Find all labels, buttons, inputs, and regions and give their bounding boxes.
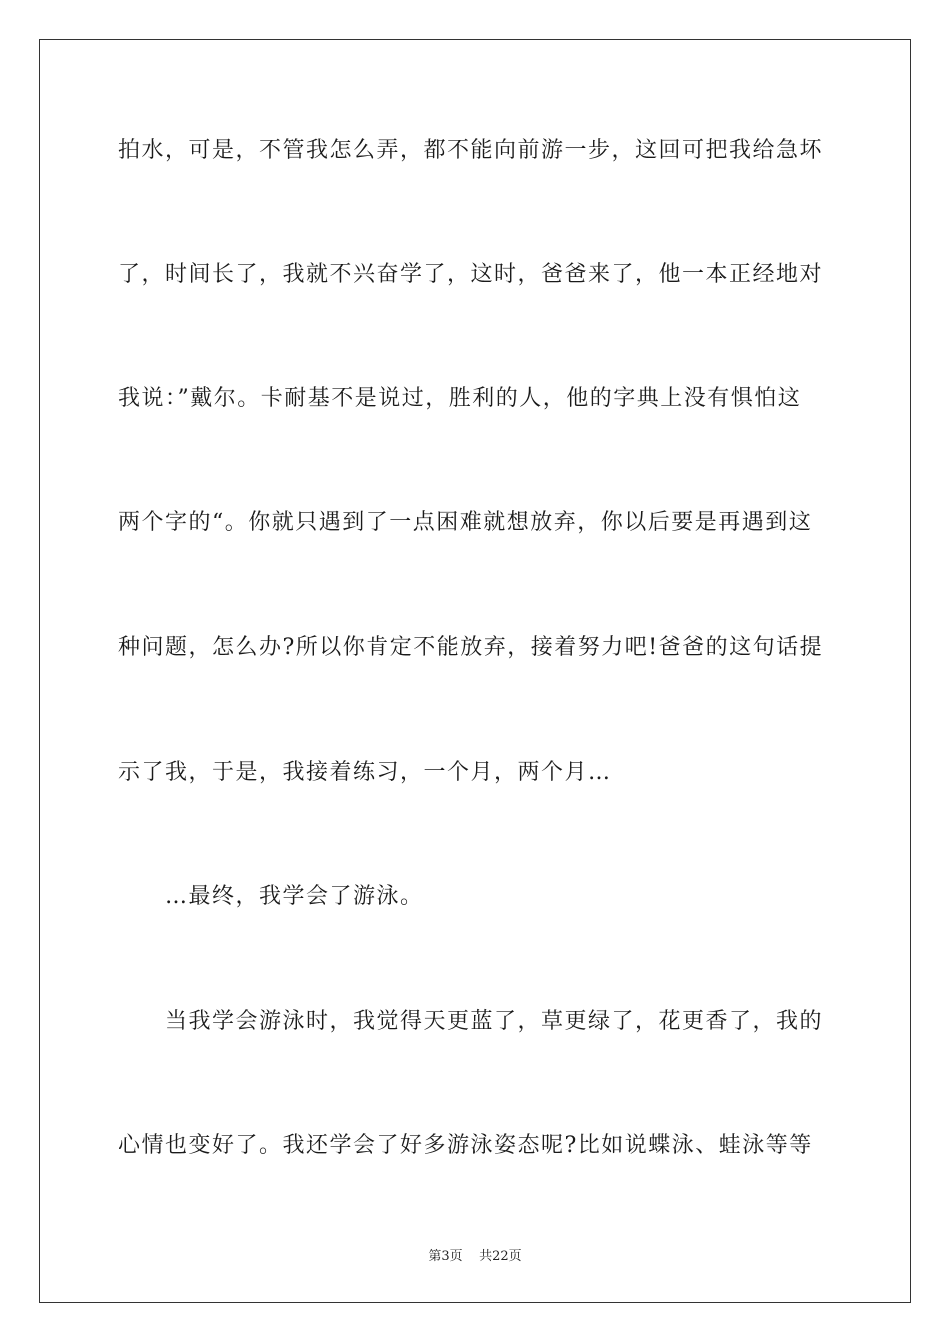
text-line: 了，时间长了，我就不兴奋学了，这时，爸爸来了，他一本正经地对 bbox=[118, 262, 824, 287]
page-total: 共22页 bbox=[479, 1249, 522, 1264]
text-line: 示了我，于是，我接着练习，一个月，两个月… bbox=[118, 760, 612, 785]
text-line: 心情也变好了。我还学会了好多游泳姿态呢?比如说蝶泳、蛙泳等等 bbox=[118, 1133, 813, 1158]
text-line: 种问题，怎么办?所以你肯定不能放弃，接着努力吧!爸爸的这句话提 bbox=[118, 635, 824, 660]
text-line: 当我学会游泳时，我觉得天更蓝了，草更绿了，花更香了，我的 bbox=[118, 1009, 824, 1034]
page-border bbox=[39, 39, 911, 1303]
page-footer bbox=[0, 1248, 950, 1266]
text-line: 两个字的“。你就只遇到了一点困难就想放弃，你以后要是再遇到这 bbox=[118, 510, 813, 535]
text-line: …最终，我学会了游泳。 bbox=[118, 884, 424, 909]
text-line: 我说：”戴尔。卡耐基不是说过，胜利的人，他的字典上没有惧怕这 bbox=[118, 386, 802, 411]
text-line: 拍水，可是，不管我怎么弄，都不能向前游一步，这回可把我给急坏 bbox=[118, 138, 824, 163]
page-number: 第3页 bbox=[428, 1249, 463, 1264]
